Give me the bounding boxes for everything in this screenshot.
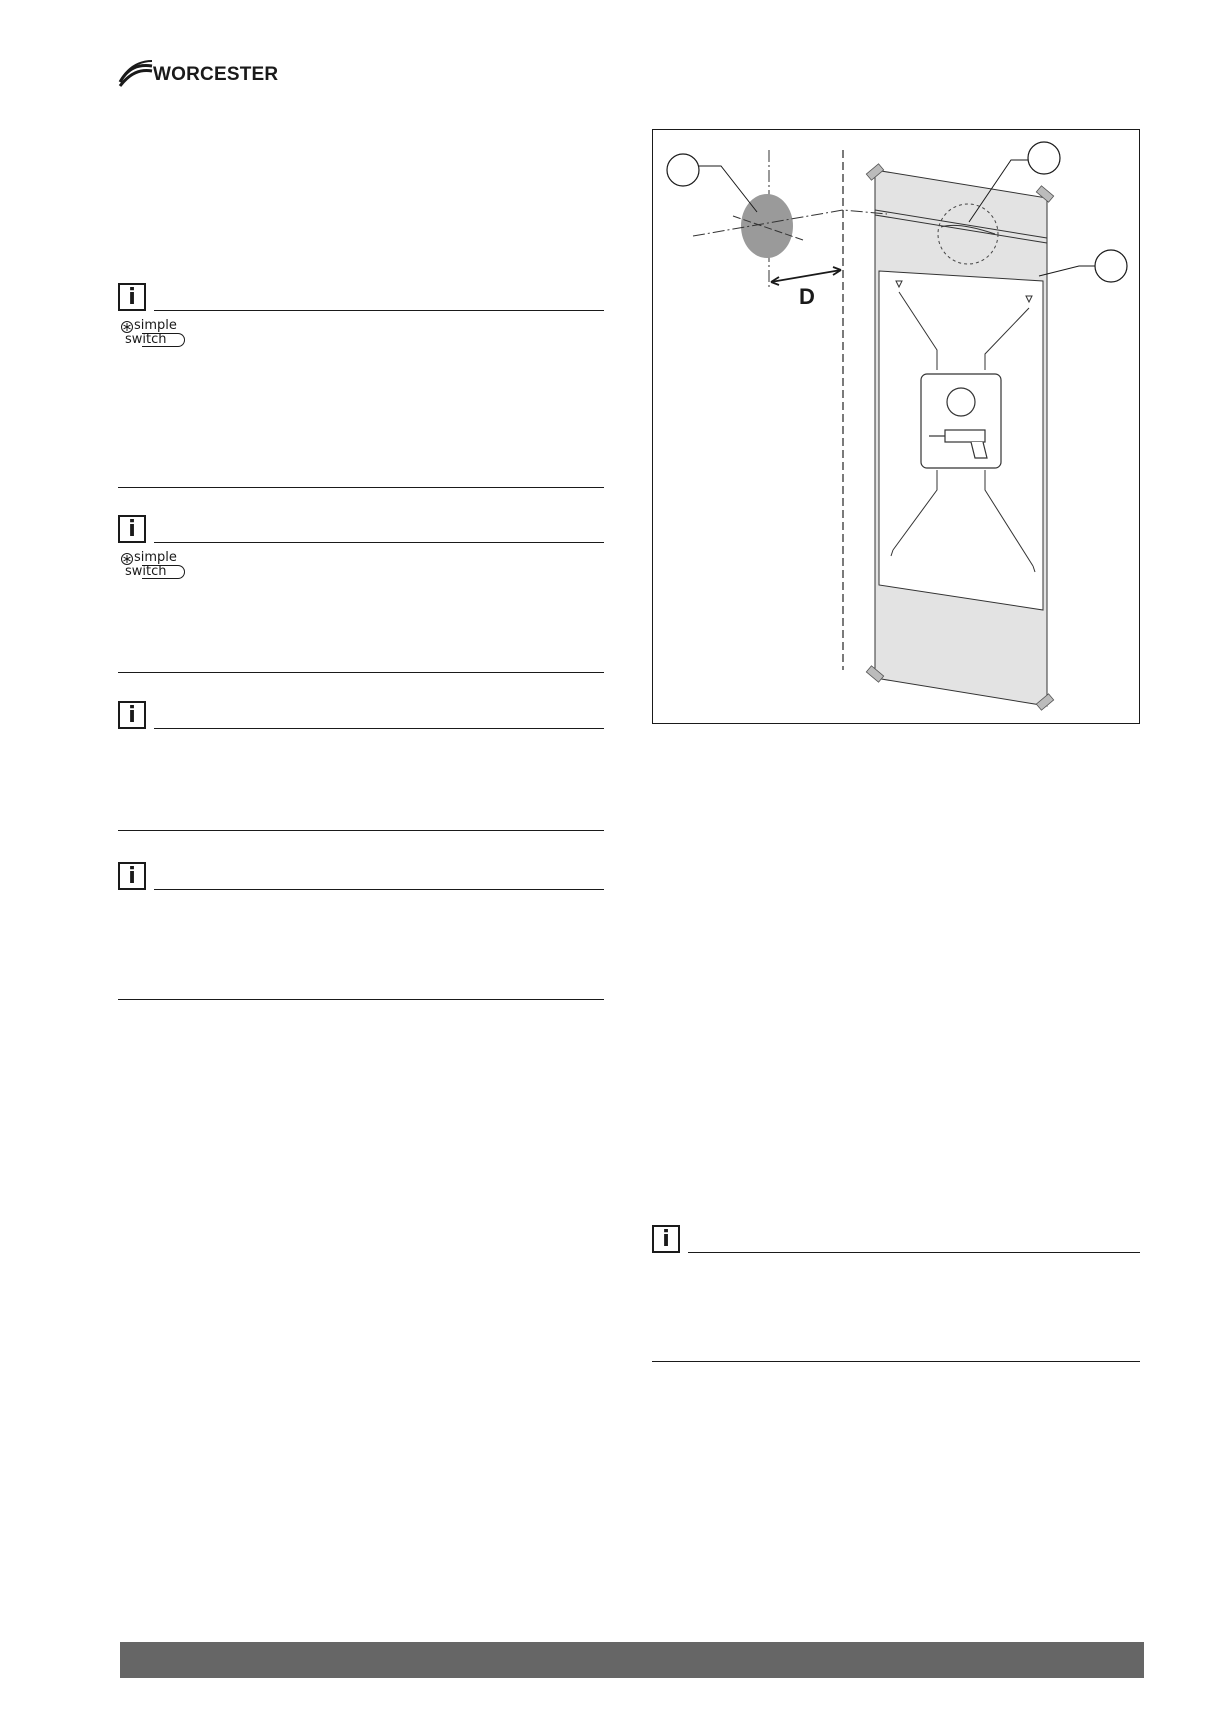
notice-top-rule: [154, 728, 604, 729]
callout-circle: [1095, 250, 1127, 282]
info-notice-2: [118, 515, 604, 675]
info-notice-3: [118, 701, 604, 833]
info-notice-1: [118, 283, 604, 491]
info-notice-4: [118, 862, 604, 1002]
callout-circle: [947, 388, 975, 416]
notice-bottom-rule: [118, 999, 604, 1000]
notice-top-rule: [154, 889, 604, 890]
info-icon: i: [118, 283, 146, 311]
brand-logo: [118, 58, 278, 88]
notice-bottom-rule: [118, 487, 604, 488]
simple-switch-logo: [120, 319, 186, 349]
info-icon: i: [652, 1225, 680, 1253]
notice-bottom-rule: [652, 1361, 1140, 1362]
brand-name: WORCESTER: [153, 64, 279, 85]
notice-top-rule: [154, 542, 604, 543]
notice-top-rule: [154, 310, 604, 311]
info-icon: i: [118, 701, 146, 729]
notice-top-rule: [688, 1252, 1140, 1253]
switch-pill-shape: [142, 333, 185, 347]
simple-switch-line1: simple: [134, 550, 177, 565]
footer-bar: [120, 1642, 1144, 1678]
notice-bottom-rule: [118, 672, 604, 673]
dimension-label: D: [799, 284, 815, 309]
info-icon: i: [118, 862, 146, 890]
info-icon: i: [118, 515, 146, 543]
simple-switch-logo: [120, 551, 186, 581]
simple-switch-line2: switch: [125, 564, 167, 579]
switch-pill-shape: [142, 565, 185, 579]
installation-figure: [652, 129, 1140, 724]
callout-circle: [667, 154, 699, 186]
callout-circle: [1028, 142, 1060, 174]
template-drilling-diagram: [653, 130, 1138, 722]
worcester-swoosh-icon: [118, 58, 154, 88]
simple-switch-line1: simple: [134, 318, 177, 333]
notice-bottom-rule: [118, 830, 604, 831]
simple-switch-line2: switch: [125, 332, 167, 347]
info-notice-5: [652, 1225, 1140, 1365]
